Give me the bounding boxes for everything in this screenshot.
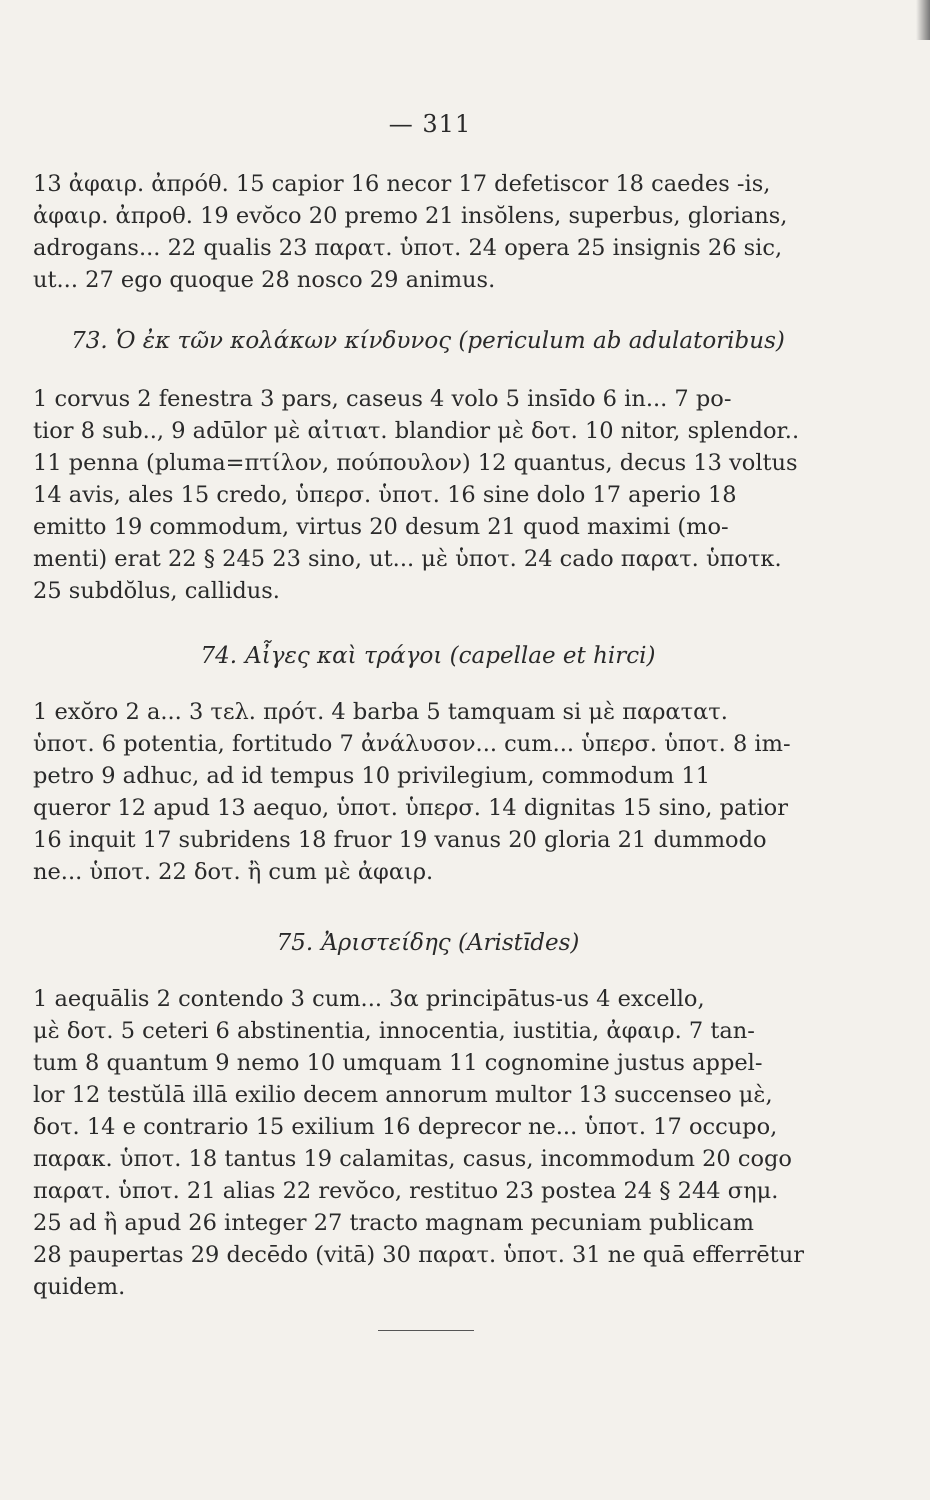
section-74 [33,640,823,888]
end-rule [378,1330,474,1331]
text-line: queror 12 apud 13 aequo, ὑποτ. ὑπερσ. 14 dignitas 15 sino, patior [33,795,788,821]
text-line: μὲ δοτ. 5 ceteri 6 abstinentia, innocentia, iustitia, ἀφαιρ. 7 tan- [33,1018,755,1044]
text-line: ut... 27 ego quoque 28 nosco 29 animus. [33,267,496,293]
text-line: ἀφαιρ. ἀπροθ. 19 evŏco 20 premo 21 insŏlens, superbus, glorians, [33,203,788,229]
text-line: παρατ. ὑποτ. 21 alias 22 revŏco, restituo 23 postea 24 § 244 σημ. [33,1178,779,1204]
text-line: 25 ad ἢ apud 26 integer 27 tracto magnam pecuniam publicam [33,1210,755,1236]
text-line: ne... ὑποτ. 22 δοτ. ἢ cum μὲ ἀφαιρ. [33,859,434,885]
section-number: 75. [276,930,314,956]
section-number: 74. [200,643,238,669]
page-edge-shadow [916,0,930,40]
text-line: tum 8 quantum 9 nemo 10 umquam 11 cognomine justus appel- [33,1050,763,1076]
text-line: tior 8 sub.., 9 adūlor μὲ αἰτιατ. blandior μὲ δοτ. 10 nitor, splendor.. [33,418,800,444]
text-line: 16 inquit 17 subridens 18 fruor 19 vanus 20 gloria 21 dummodo [33,827,767,853]
text-line: lor 12 testŭlā illā exilio decem annorum multor 13 succenseo μὲ, [33,1082,773,1108]
page-number: — 311 [388,110,472,138]
section-title: Αἶγες καὶ τράγοι (capellae et hirci) [245,643,656,669]
text-line: 1 corvus 2 fenestra 3 pars, caseus 4 volo 5 insīdo 6 in... 7 po- [33,386,732,412]
section-75 [33,927,823,1303]
text-line: 25 subdŏlus, callidus. [33,578,280,604]
section-74-paragraph [33,696,823,888]
intro-paragraph [33,168,823,296]
text-line: 28 paupertas 29 decēdo (vitā) 30 παρατ. ὑποτ. 31 ne quā efferrētur [33,1242,804,1268]
section-heading [33,325,823,357]
text-line: 13 ἀφαιρ. ἀπρόθ. 15 capior 16 necor 17 defetiscor 18 caedes -is, [33,171,771,197]
text-line: adrogans... 22 qualis 23 παρατ. ὑποτ. 24 opera 25 insignis 26 sic, [33,235,783,261]
section-75-paragraph [33,983,823,1303]
section-title: Ἀριστείδης (Aristīdes) [321,930,580,956]
text-line: 1 exŏro 2 a... 3 τελ. πρότ. 4 barba 5 tamquam si μὲ παρατατ. [33,699,728,725]
text-line: quidem. [33,1274,126,1300]
intro-section [33,168,823,296]
text-line: emitto 19 commodum, virtus 20 desum 21 quod maximi (mo- [33,514,729,540]
section-73-paragraph [33,383,823,607]
text-line: menti) erat 22 § 245 23 sino, ut... μὲ ὑποτ. 24 cado παρατ. ὑποτκ. [33,546,782,572]
text-line: 11 penna (pluma=πτίλον, πούπουλον) 12 quantus, decus 13 voltus [33,450,798,476]
section-73 [33,325,823,607]
section-heading [33,640,823,672]
section-number: 73. [71,328,108,354]
text-line: δοτ. 14 e contrario 15 exilium 16 deprecor ne... ὑποτ. 17 occupo, [33,1114,778,1140]
text-line: 14 avis, ales 15 credo, ὑπερσ. ὑποτ. 16 sine dolo 17 aperio 18 [33,482,737,508]
text-line: παρακ. ὑποτ. 18 tantus 19 calamitas, casus, incommodum 20 cogo [33,1146,792,1172]
text-line: petro 9 adhuc, ad id tempus 10 privilegium, commodum 11 [33,763,711,789]
section-title: Ὁ ἐκ τῶν κολάκων κίνδυνος (periculum ab adulatoribus) [115,328,785,354]
text-line: 1 aequālis 2 contendo 3 cum... 3α principātus-us 4 excello, [33,986,705,1012]
section-heading [33,927,823,959]
text-line: ὑποτ. 6 potentia, fortitudo 7 ἀνάλυσον... cum... ὑπερσ. ὑποτ. 8 im- [33,731,791,757]
